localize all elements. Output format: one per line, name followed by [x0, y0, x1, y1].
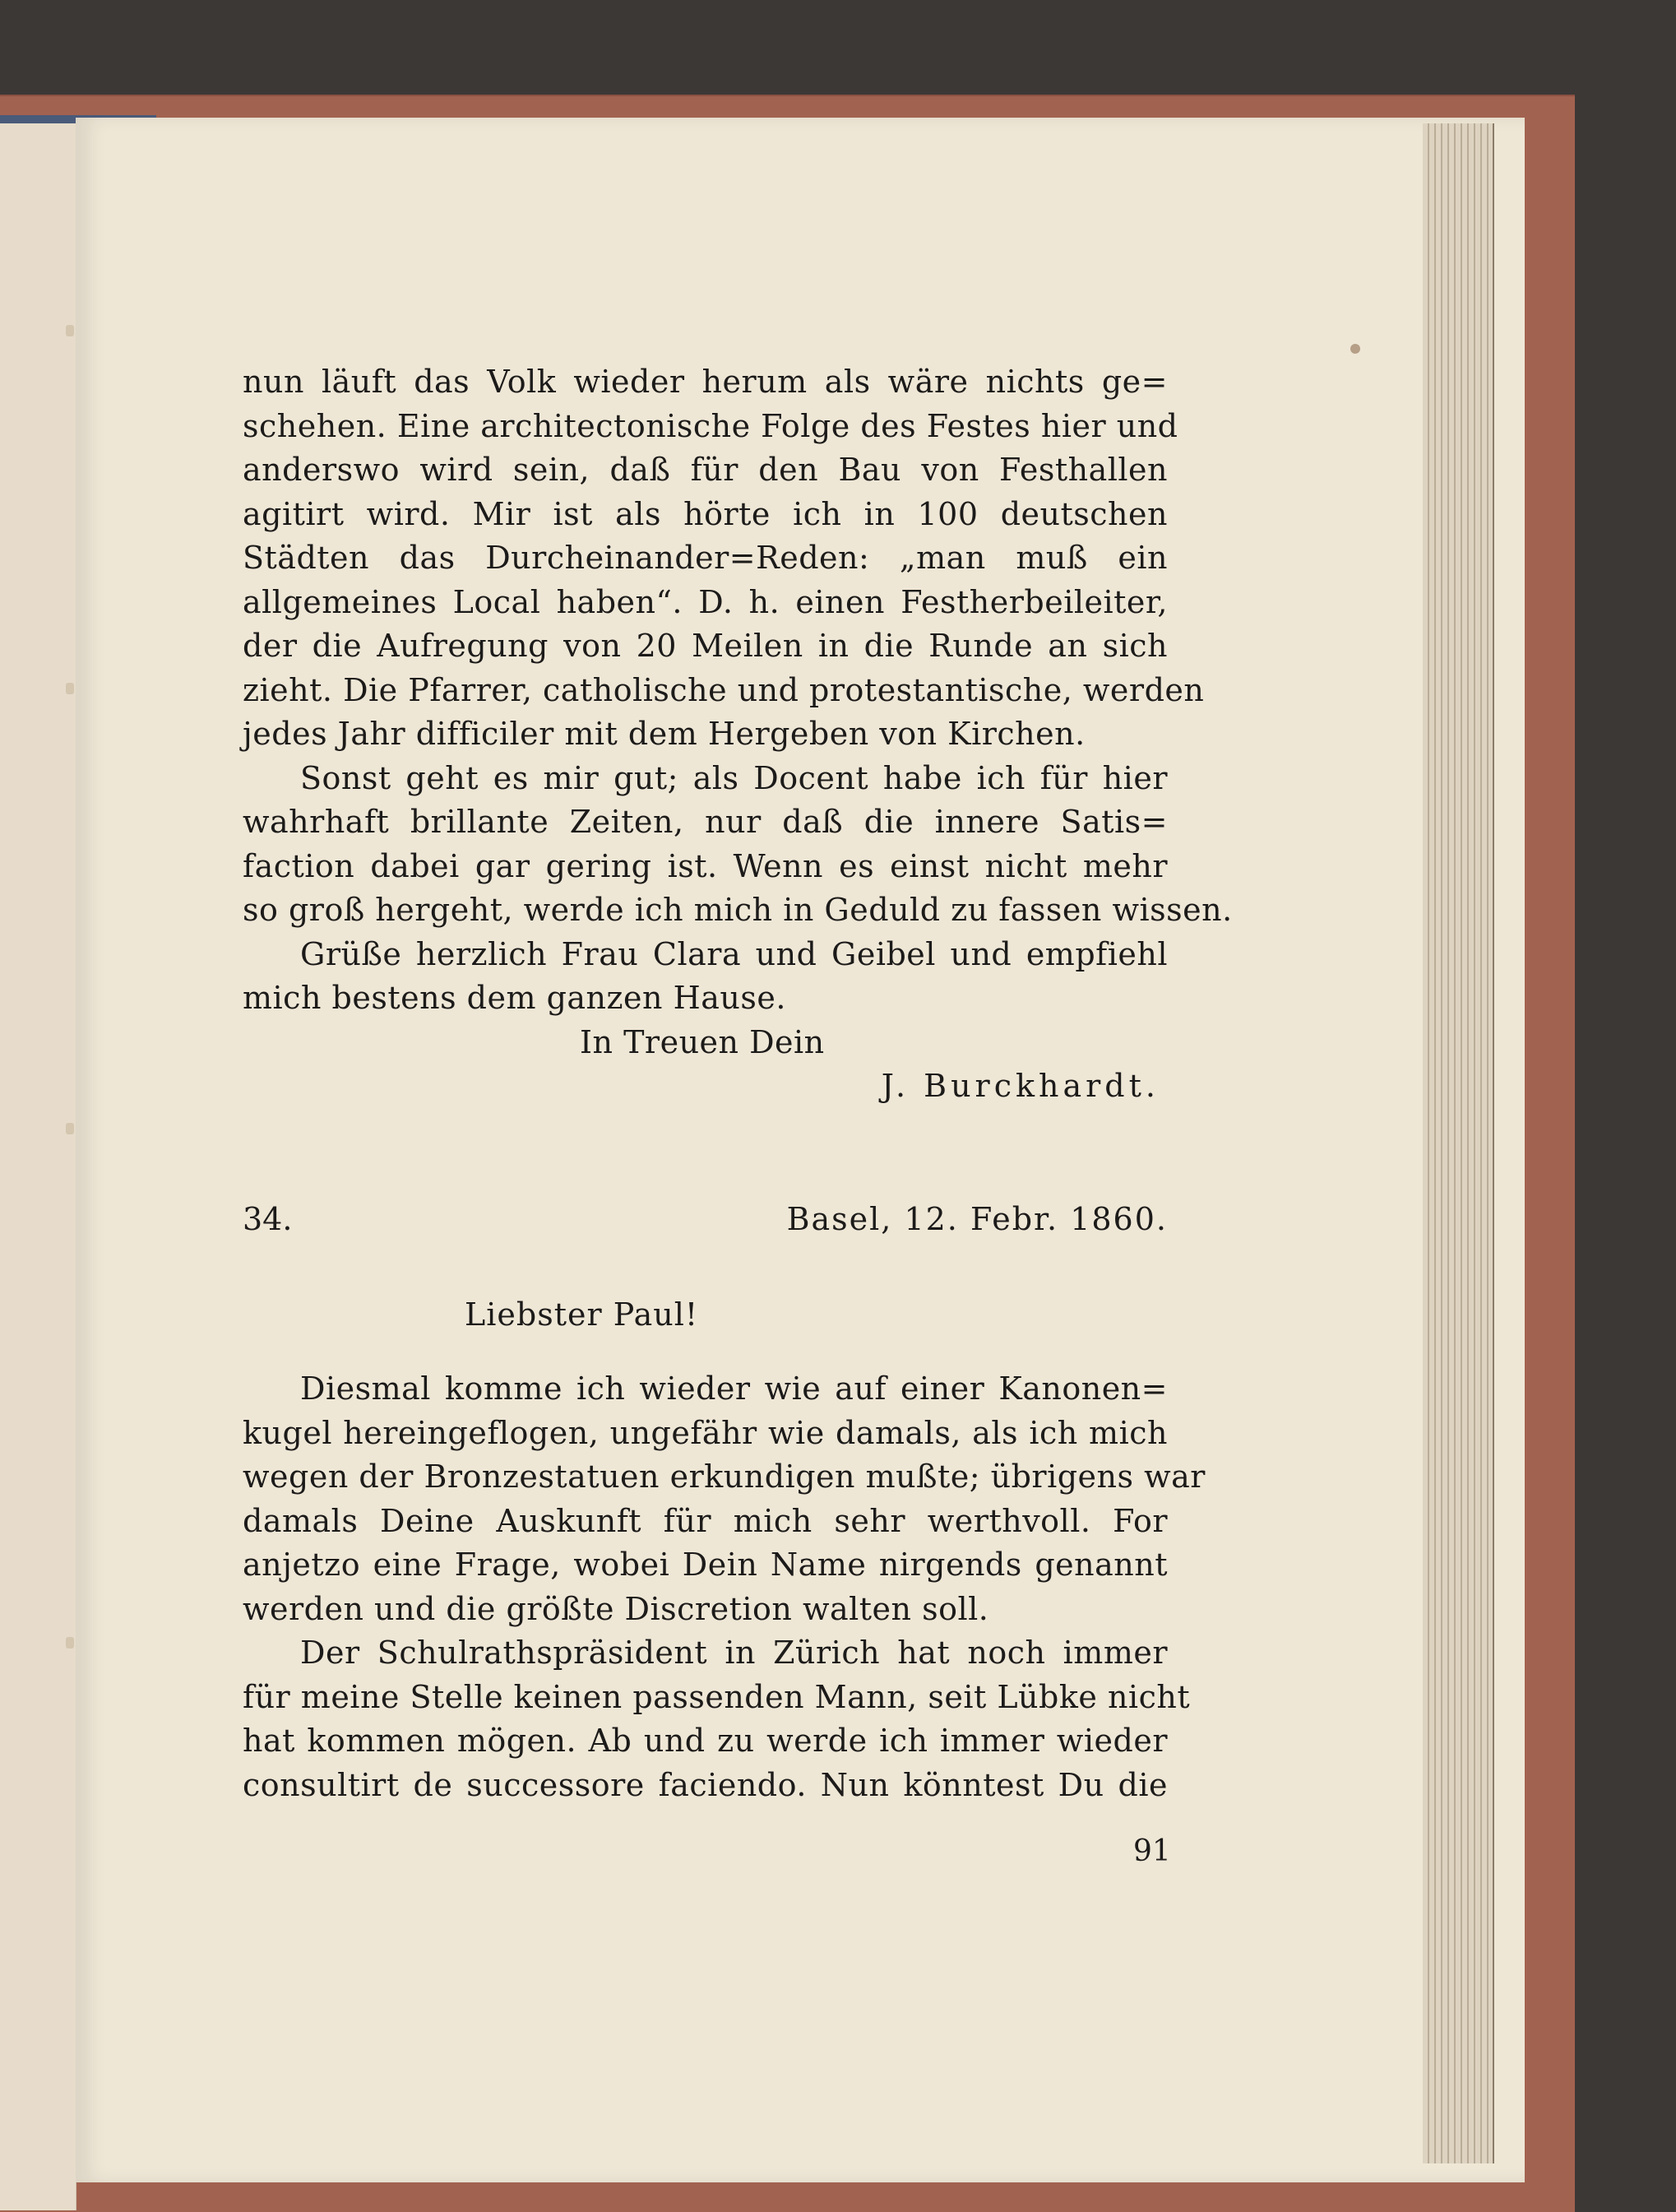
text-line: damals Deine Auskunft für mich sehr werthvoll. For	[243, 1502, 1168, 1539]
text-line: wahrhaft brillante Zeiten, nur daß die innere Satis=	[243, 804, 1168, 840]
salutation: Liebster Paul!	[465, 1296, 699, 1333]
text-line: Grüße herzlich Frau Clara und Geibel und empfiehl	[300, 935, 1168, 972]
text-line: allgemeines Local haben“. D. h. einen Festherbeileiter,	[243, 583, 1168, 620]
page-edges	[1423, 123, 1494, 2163]
text-line: hat kommen mögen. Ab und zu werde ich immer wieder	[243, 1723, 1168, 1759]
letter-number: 34.	[243, 1201, 293, 1237]
text-line: der die Aufregung von 20 Meilen in die Runde an sich	[243, 628, 1168, 664]
closing-formula: In Treuen Dein	[580, 1023, 825, 1060]
text-line: Städten das Durcheinander=Reden: „man muß ein	[243, 540, 1168, 576]
page-number: 91	[1133, 1834, 1171, 1868]
text-line: nun läuft das Volk wieder herum als wäre nichts ge=	[243, 364, 1168, 400]
binding-thread-mark	[66, 683, 74, 694]
text-line: consultirt de successore faciendo. Nun könntest Du die	[243, 1766, 1168, 1803]
binding-thread-mark	[66, 325, 74, 336]
left-page-edge	[0, 123, 76, 2210]
text-line: agitirt wird. Mir ist als hörte ich in 100 deutschen	[243, 495, 1168, 532]
text-line: für meine Stelle keinen passenden Mann, seit Lübke nicht	[243, 1678, 1191, 1715]
text-line: Der Schulrathspräsident in Zürich hat noch immer	[300, 1635, 1168, 1671]
text-line: Diesmal komme ich wieder wie auf einer Kanonen=	[300, 1370, 1168, 1407]
text-line: faction dabei gar gering ist. Wenn es einst nicht mehr	[243, 847, 1168, 884]
letter-place-date: Basel, 12. Febr. 1860.	[786, 1201, 1168, 1237]
letter-body-top	[243, 360, 1233, 1109]
text-line: Sonst geht es mir gut; als Docent habe ich für hier	[300, 759, 1168, 796]
text-line: anjetzo eine Frage, wobei Dein Name nirgends genannt	[243, 1547, 1168, 1583]
text-line: so groß hergeht, werde ich mich in Geduld zu fassen wissen.	[243, 892, 1233, 928]
letter-body-bottom	[243, 1367, 1206, 1807]
text-line: wegen der Bronzestatuen erkundigen mußte; übrigens war	[243, 1458, 1206, 1495]
text-line: zieht. Die Pfarrer, catholische und protestantische, werden	[243, 671, 1205, 708]
text-line: kugel hereingeflogen, ungefähr wie damals, als ich mich	[243, 1414, 1168, 1451]
binding-thread-mark	[66, 1123, 74, 1134]
letter-heading	[243, 1201, 1168, 1250]
text-line: werden und die größte Discretion walten soll.	[243, 1590, 989, 1627]
text-line: jedes Jahr difficiler mit dem Hergeben von Kirchen.	[243, 716, 1086, 752]
text-line: anderswo wird sein, daß für den Bau von Festhallen	[243, 452, 1168, 488]
paper-spot	[1350, 344, 1360, 354]
text-line: mich bestens dem ganzen Hause.	[243, 980, 786, 1016]
signature: J. Burckhardt.	[881, 1068, 1160, 1104]
binding-thread-mark	[66, 1637, 74, 1649]
text-line: schehen. Eine architectonische Folge des Festes hier und	[243, 407, 1178, 444]
